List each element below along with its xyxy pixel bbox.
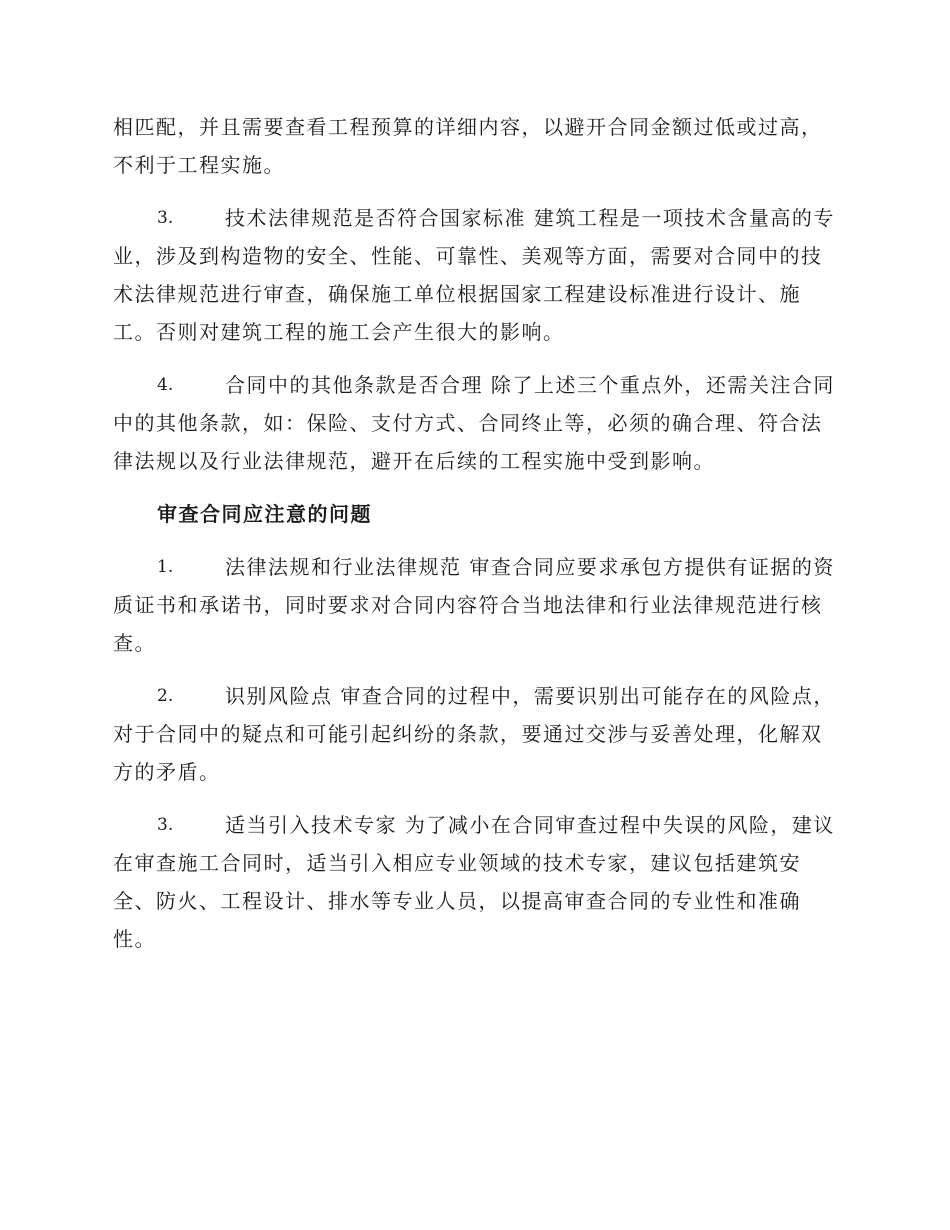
list-item: [113, 806, 843, 958]
item-number: 3.: [157, 815, 174, 835]
paragraph-line: 查。: [113, 631, 156, 655]
paragraph-line: 术法律规范进行审查，确保施工单位根据国家工程建设标准进行设计、施: [113, 282, 801, 306]
paragraph-line: 质证书和承诺书，同时要求对合同内容符合当地法律和行业法律规范进行核: [113, 593, 823, 617]
list-item: [113, 366, 843, 480]
paragraph-line: 性。: [113, 927, 156, 951]
paragraph-line: 全、防火、工程设计、排水等专业人员，以提高审查合同的专业性和准确: [113, 889, 801, 913]
item-first-line: 法律法规和行业法律规范 审查合同应要求承包方提供有证据的资: [225, 555, 835, 579]
paragraph-line: 相匹配，并且需要查看工程预算的详细内容，以避开合同金额过低或过高，: [113, 115, 823, 139]
item-first-line: 适当引入技术专家 为了减小在合同审查过程中失误的风险，建议: [225, 813, 835, 837]
section-heading: 审查合同应注意的问题: [157, 502, 372, 526]
paragraph-line: 方的矛盾。: [113, 760, 221, 784]
paragraph-line: 在审查施工合同时，适当引入相应专业领域的技术专家，建议包括建筑安: [113, 851, 801, 875]
list-item: [113, 677, 843, 791]
intro-paragraph: [113, 108, 843, 184]
list-item: [113, 199, 843, 351]
item-first-line: 合同中的其他条款是否合理 除了上述三个重点外，还需关注合同: [225, 373, 835, 397]
item-number: 2.: [157, 686, 174, 706]
document-body: [113, 108, 843, 973]
paragraph-line: 律法规以及行业法律规范，避开在后续的工程实施中受到影响。: [113, 449, 715, 473]
item-number: 1.: [157, 557, 174, 577]
paragraph-line: 业，涉及到构造物的安全、性能、可靠性、美观等方面，需要对合同中的技: [113, 244, 823, 268]
paragraph-line: 中的其他条款，如：保险、支付方式、合同终止等，必须的确合理、符合法: [113, 411, 823, 435]
paragraph-line: 对于合同中的疑点和可能引起纠纷的条款，要通过交涉与妥善处理，化解双: [113, 722, 823, 746]
item-number: 3.: [157, 208, 174, 228]
item-first-line: 技术法律规范是否符合国家标准 建筑工程是一项技术含量高的专: [225, 206, 835, 230]
item-number: 4.: [157, 375, 174, 395]
item-first-line: 识别风险点 审查合同的过程中，需要识别出可能存在的风险点，: [225, 684, 835, 708]
paragraph-line: 不利于工程实施。: [113, 153, 285, 177]
list-item: [113, 548, 843, 662]
paragraph-line: 工。否则对建筑工程的施工会产生很大的影响。: [113, 320, 565, 344]
